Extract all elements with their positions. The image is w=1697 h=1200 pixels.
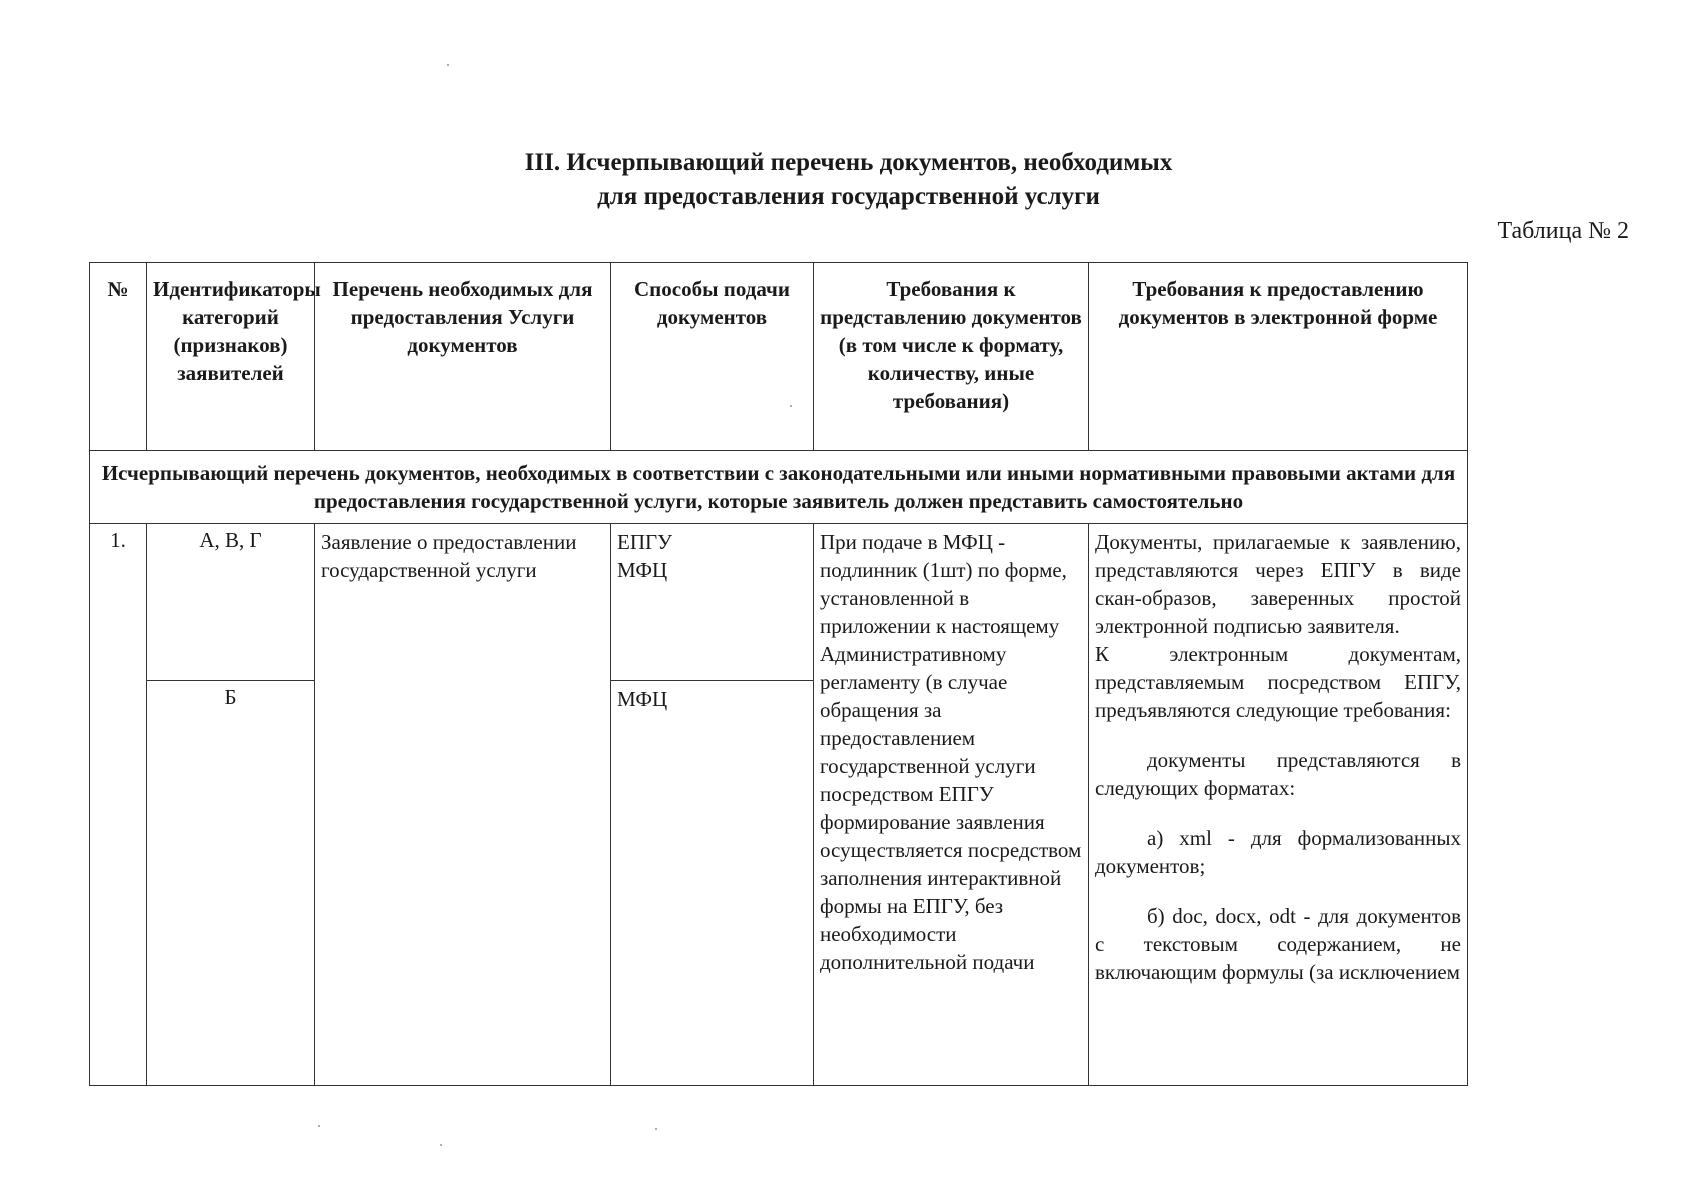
document-name: Заявление о предоставлении государственной услуги [315, 524, 611, 1086]
table-row [90, 524, 1468, 681]
electronic-requirements [1089, 524, 1468, 1086]
scan-speck [440, 1144, 442, 1146]
scan-speck [447, 64, 449, 66]
method-a [611, 524, 814, 681]
document-title-line2: для предоставления государственной услуги [597, 183, 1100, 210]
category-b: Б [147, 681, 315, 1086]
electronic-p2: К электронным документам, представляемым посредством ЕПГУ, предъявляются следующие требования: [1095, 642, 1461, 722]
method-a-line2: МФЦ [617, 558, 668, 582]
method-b: МФЦ [611, 681, 814, 1086]
documents-table [89, 262, 1468, 1086]
table-number: Таблица № 2 [1497, 218, 1629, 244]
header-num: № [90, 263, 147, 451]
electronic-p5: б) doc, docx, odt - для документов с текстовым содержанием, не включающим формулы (за исключением [1095, 904, 1461, 984]
category-a: А, В, Г [147, 524, 315, 681]
header-electronic: Требования к предоставлению документов в электронной форме [1089, 263, 1468, 451]
header-identifiers: Идентификаторы категорий (признаков) заявителей [147, 263, 315, 451]
section-title: Исчерпывающий перечень документов, необходимых в соответствии с законодательными или иными нормативными правовыми актами для предоставления государственной услуги, которые заявитель должен представить самостоятельно [90, 451, 1468, 524]
electronic-p3: документы представляются в следующих форматах: [1095, 748, 1461, 800]
header-documents: Перечень необходимых для предоставления Услуги документов [315, 263, 611, 451]
scan-speck [655, 1128, 657, 1130]
document-title-line1: III. Исчерпывающий перечень документов, необходимых [524, 149, 1173, 176]
section-row [90, 451, 1468, 524]
method-a-line1: ЕПГУ [617, 530, 673, 554]
table-header-row [90, 263, 1468, 451]
header-methods: Способы подачи документов [611, 263, 814, 451]
requirements-text: При подаче в МФЦ - подлинник (1шт) по форме, установленной в приложении к настоящему Административному регламенту (в случае обращения за предоставлением государственной услуги посредством ЕПГУ формирование заявления осуществляется посредством заполнения интерактивной формы на ЕПГУ, без необходимости дополнительной подачи [814, 524, 1089, 1086]
electronic-p1: Документы, прилагаемые к заявлению, представляются через ЕПГУ в виде скан-образов, заверенных простой электронной подписью заявителя. [1095, 530, 1461, 638]
document-title [0, 146, 1697, 214]
header-requirements: Требования к представлению документов (в том числе к формату, количеству, иные требования) [814, 263, 1089, 451]
scan-speck [318, 1125, 320, 1127]
row-number: 1. [90, 524, 147, 1086]
scan-speck [790, 405, 792, 407]
electronic-p4: а) xml - для формализованных документов; [1095, 826, 1461, 878]
